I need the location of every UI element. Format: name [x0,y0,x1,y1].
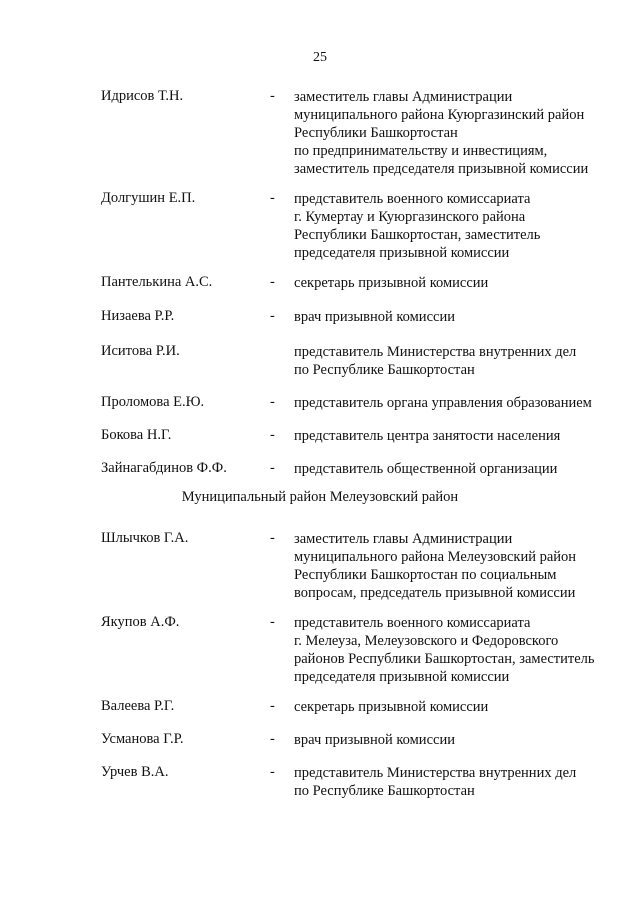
member-name: Долгушин Е.П. [101,190,196,206]
member-duty: представитель военного комиссариата г. Мелеуза, Мелеузовского и Федоровского районов Республики Башкортостан, заместитель председателя призывной комиссии [294,615,595,685]
member-duty: представитель Министерства внутренних дел по Республике Башкортостан [294,344,577,378]
member-name: Шлычков Г.А. [101,530,189,546]
member-name: Пантелькина А.С. [101,274,213,290]
member-duty: секретарь призывной комиссии [294,699,489,715]
member-duty: заместитель главы Администрации муниципального района Мелеузовский район Республики Башкортостан по социальным вопросам, председатель призывной комиссии [294,531,577,601]
member-name: Урчев В.А. [101,764,169,780]
dash-separator: - [270,530,275,546]
member-name: Бокова Н.Г. [101,427,172,443]
member-duty: секретарь призывной комиссии [294,275,489,291]
page-number: 25 [313,50,327,65]
member-name: Идрисов Т.Н. [101,88,184,104]
dash-separator: - [270,698,275,714]
member-name: Зайнагабдинов Ф.Ф. [101,460,227,476]
member-duty: представитель Министерства внутренних дел по Республике Башкортостан [294,765,577,799]
member-duty: представитель общественной организации [294,461,558,477]
member-duty: представитель военного комиссариата г. Кумертау и Куюргазинского района Республики Башкортостан, заместитель председателя призывной комиссии [294,191,541,261]
member-duty: врач призывной комиссии [294,309,455,325]
member-name: Проломова Е.Ю. [101,394,205,410]
member-name: Валеева Р.Г. [101,698,175,714]
dash-separator: - [270,274,275,290]
member-duty: представитель центра занятости населения [294,428,561,444]
member-duty: заместитель главы Администрации муниципального района Куюргазинский район Республики Башкортостан по предпринимательству и инвестициям, заместитель председателя призывной комиссии [294,89,589,177]
dash-separator: - [270,731,275,747]
dash-separator: - [270,460,275,476]
dash-separator: - [270,764,275,780]
member-duty: врач призывной комиссии [294,732,455,748]
member-name: Низаева Р.Р. [101,308,175,324]
member-name: Иситова Р.И. [101,343,180,359]
dash-separator: - [270,394,275,410]
dash-separator: - [270,614,275,630]
dash-separator: - [270,190,275,206]
section-title: Муниципальный район Мелеузовский район [181,489,459,505]
member-name: Усманова Г.Р. [101,731,184,747]
member-duty: представитель органа управления образованием [294,395,592,411]
dash-separator: - [270,308,275,324]
member-name: Якупов А.Ф. [101,614,180,630]
dash-separator: - [270,427,275,443]
dash-separator: - [270,88,275,104]
